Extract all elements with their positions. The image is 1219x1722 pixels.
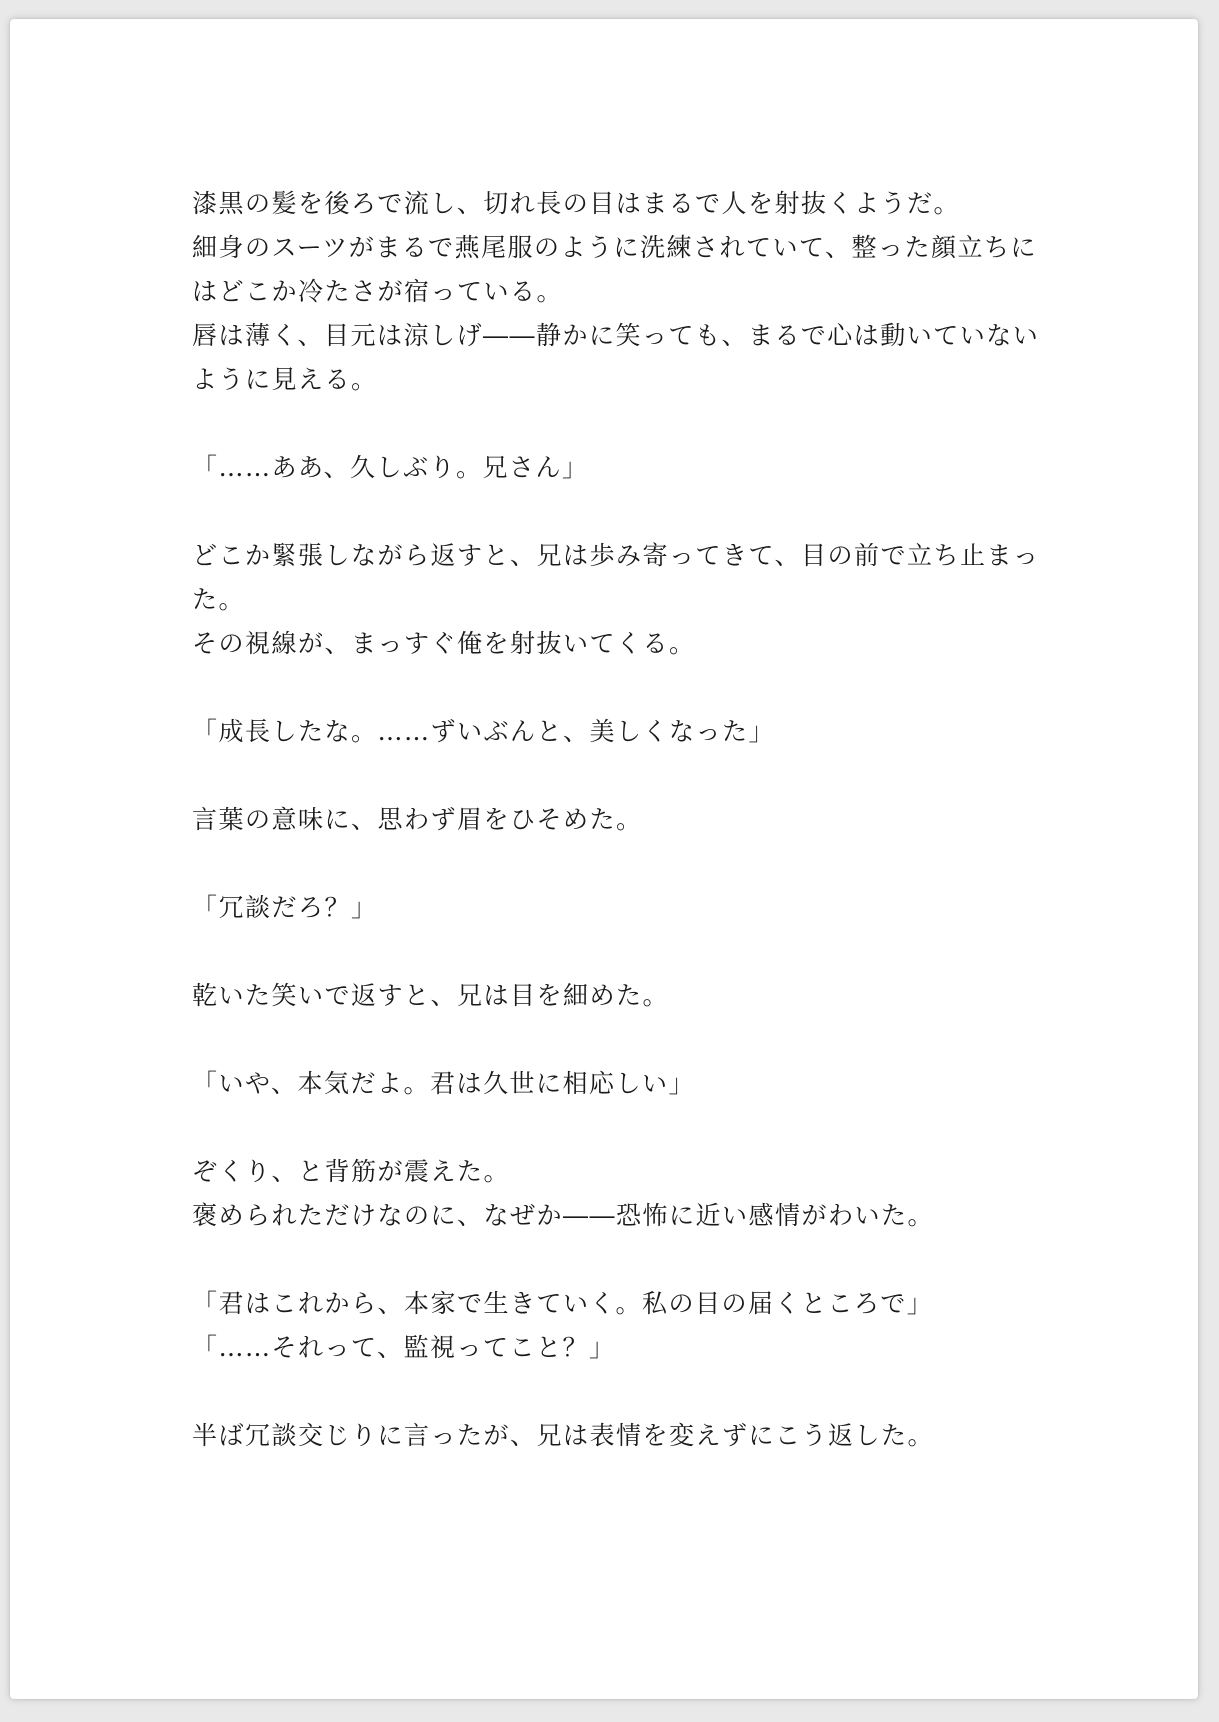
blank-line [192, 402, 1052, 446]
text-line: 半ば冗談交じりに言ったが、兄は表情を変えずにこう返した。 [192, 1421, 935, 1450]
blank-line [192, 930, 1052, 974]
dialogue-line: 「……ああ、久しぶり。兄さん」 [192, 453, 589, 482]
text-line: ように見える。 [192, 365, 378, 394]
document-page [10, 19, 1198, 1699]
blank-line [192, 1106, 1052, 1150]
body-text [192, 182, 1052, 1458]
text-line: 言葉の意味に、思わず眉をひそめた。 [192, 805, 643, 834]
blank-line [192, 490, 1052, 534]
text-line: はどこか冷たさが宿っている。 [192, 277, 564, 306]
blank-line [192, 1238, 1052, 1282]
blank-line [192, 842, 1052, 886]
blank-line [192, 754, 1052, 798]
dialogue-line: 「いや、本気だよ。君は久世に相応しい」 [192, 1069, 696, 1098]
blank-line [192, 1018, 1052, 1062]
dialogue-line: 「冗談だろ？」 [192, 893, 378, 922]
text-line: 唇は薄く、目元は涼しげ――静かに笑っても、まるで心は動いていない [192, 321, 1040, 350]
dialogue-line: 「……それって、監視ってこと？」 [192, 1333, 616, 1362]
text-line: 漆黒の髪を後ろで流し、切れ長の目はまるで人を射抜くようだ。 [192, 189, 961, 218]
text-line: た。 [192, 585, 246, 614]
text-line: 乾いた笑いで返すと、兄は目を細めた。 [192, 981, 670, 1010]
text-line: ぞくり、と背筋が震えた。 [192, 1157, 511, 1186]
dialogue-line: 「君はこれから、本家で生きていく。私の目の届くところで」 [192, 1289, 934, 1318]
text-line: 褒められただけなのに、なぜか――恐怖に近い感情がわいた。 [192, 1201, 935, 1230]
blank-line [192, 666, 1052, 710]
text-line: どこか緊張しながら返すと、兄は歩み寄ってきて、目の前で立ち止まっ [192, 541, 1040, 570]
dialogue-line: 「成長したな。……ずいぶんと、美しくなった」 [192, 717, 776, 746]
blank-line [192, 1370, 1052, 1414]
text-line: 細身のスーツがまるで燕尾服のように洗練されていて、整った顔立ちに [192, 233, 1038, 262]
text-line: その視線が、まっすぐ俺を射抜いてくる。 [192, 629, 696, 658]
